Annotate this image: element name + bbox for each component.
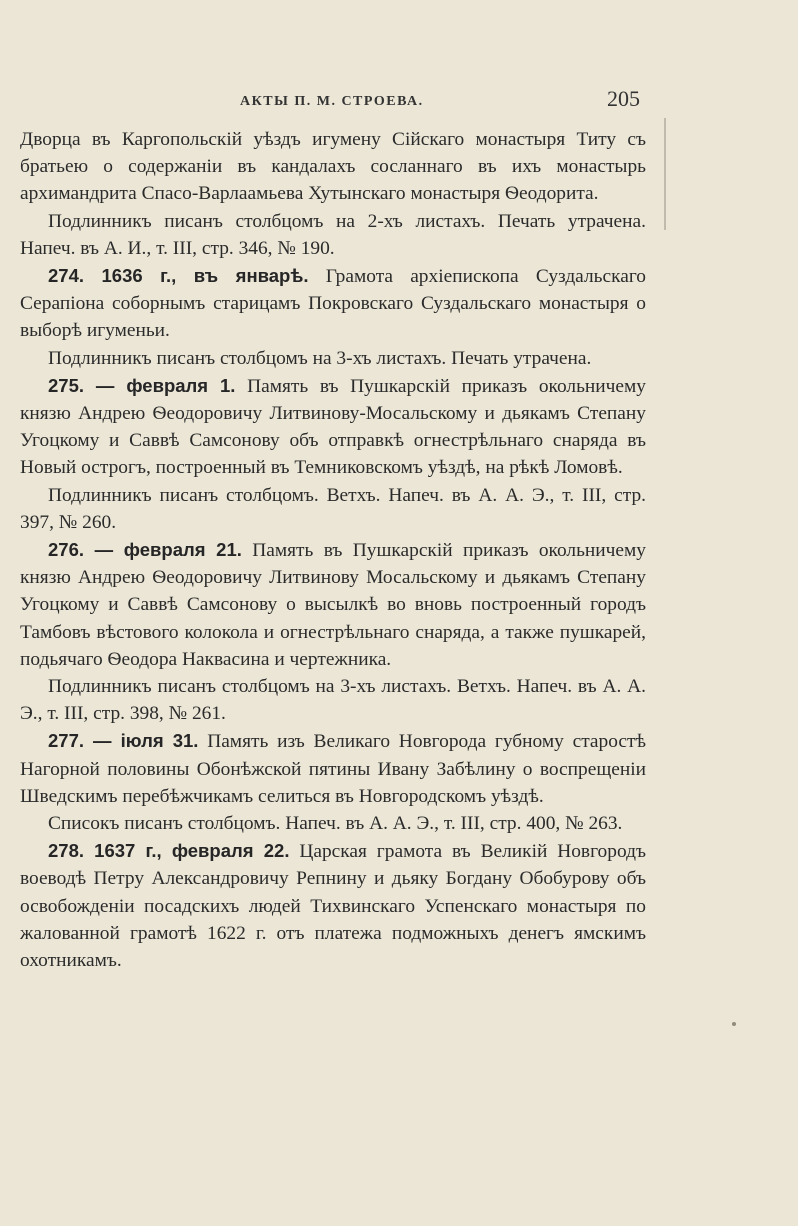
entry-heading: 275. — февраля 1. <box>48 374 236 396</box>
entry-278 <box>20 837 646 974</box>
entry-heading: 274. 1636 г., въ январѣ. <box>48 265 309 287</box>
running-title: АКТЫ П. М. СТРОЕВА. <box>240 94 424 109</box>
source-note <box>20 345 646 372</box>
paragraph-text: Память изъ Великаго Новгорода губному старостѣ Нагорной половины Обонѣжской пятины Ивану Забѣлину о воспрещеніи Шведскимъ перебѣжчикамъ селиться въ Новгородскомъ уѣздѣ. <box>20 731 646 807</box>
entry-274 <box>20 262 646 345</box>
source-note <box>20 208 646 262</box>
page-number: 205 <box>607 86 640 111</box>
margin-mark <box>664 118 666 230</box>
paragraph-text: Списокъ писанъ столбцомъ. Напеч. въ А. А. Э., т. III, стр. 400, № 263. <box>48 813 623 835</box>
entry-heading: 276. — февраля 21. <box>48 539 242 561</box>
entry-275 <box>20 372 646 482</box>
source-note <box>20 673 646 727</box>
paragraph-text: Дворца въ Каргопольскій уѣздъ игумену Сійскаго монастыря Титу съ братьею о содержаніи въ кандалахъ сосланнаго въ ихъ монастырь архимандрита Спасо-Варлаамьева Хутынскаго монастыря Ѳеодорита. <box>20 129 646 205</box>
entry-277 <box>20 727 646 810</box>
entry-276 <box>20 536 646 673</box>
paragraph-text: Царская грамота въ Великій Новгородъ воеводѣ Петру Александровичу Репнину и дьяку Богдану Обобурову объ освобожденіи посадскихъ людей Тихвинскаго Успенскаго монастыря по жалованной грамотѣ 1622 г. отъ платежа подможныхъ денегъ ямскимъ охотникамъ. <box>20 841 646 972</box>
paragraph-continuation <box>20 126 646 208</box>
paragraph-text: Грамота архіепископа Суздальскаго Серапіона соборнымъ старицамъ Покровскаго Суздальскаго монастыря о выборѣ игуменьи. <box>20 266 646 342</box>
source-note <box>20 810 646 837</box>
paragraph-text: Подлинникъ писанъ столбцомъ на 3-хъ листахъ. Печать утрачена. <box>48 347 592 369</box>
paragraph-text: Подлинникъ писанъ столбцомъ на 3-хъ листахъ. Ветхъ. Напеч. въ А. А. Э., т. III, стр. 398, № 261. <box>20 676 646 725</box>
entry-heading: 278. 1637 г., февраля 22. <box>48 840 290 862</box>
entry-heading: 277. — іюля 31. <box>48 730 199 752</box>
paragraph-text: Подлинникъ писанъ столбцомъ. Ветхъ. Напеч. въ А. А. Э., т. III, стр. 397, № 260. <box>20 484 646 533</box>
body-text <box>20 126 646 974</box>
paper-speck <box>732 1022 736 1026</box>
paragraph-text: Подлинникъ писанъ столбцомъ на 2-хъ листахъ. Печать утрачена. Напеч. въ А. И., т. III, стр. 346, № 190. <box>20 210 646 259</box>
paragraph-text: Память въ Пушкарскій приказъ окольничему князю Андрею Ѳеодоровичу Литвинову-Мосальскому и дьякамъ Степану Угоцкому и Саввѣ Самсонову объ отправкѣ огнестрѣльнаго снаряда въ Новый острогъ, построенный въ Темниковскомъ уѣздѣ, на рѣкѣ Ломовѣ. <box>20 375 646 479</box>
running-head <box>200 86 640 116</box>
source-note <box>20 482 646 536</box>
paragraph-text: Память въ Пушкарскій приказъ окольничему князю Андрею Ѳеодоровичу Литвинову Мосальскому и дьякамъ Степану Угоцкому и Саввѣ Самсонову о высылкѣ во вновь построенный городъ Тамбовъ вѣстового колокола и огнестрѣльнаго снаряда, а также пушкарей, подьячаго Ѳеодора Наквасина и чертежника. <box>20 540 647 670</box>
